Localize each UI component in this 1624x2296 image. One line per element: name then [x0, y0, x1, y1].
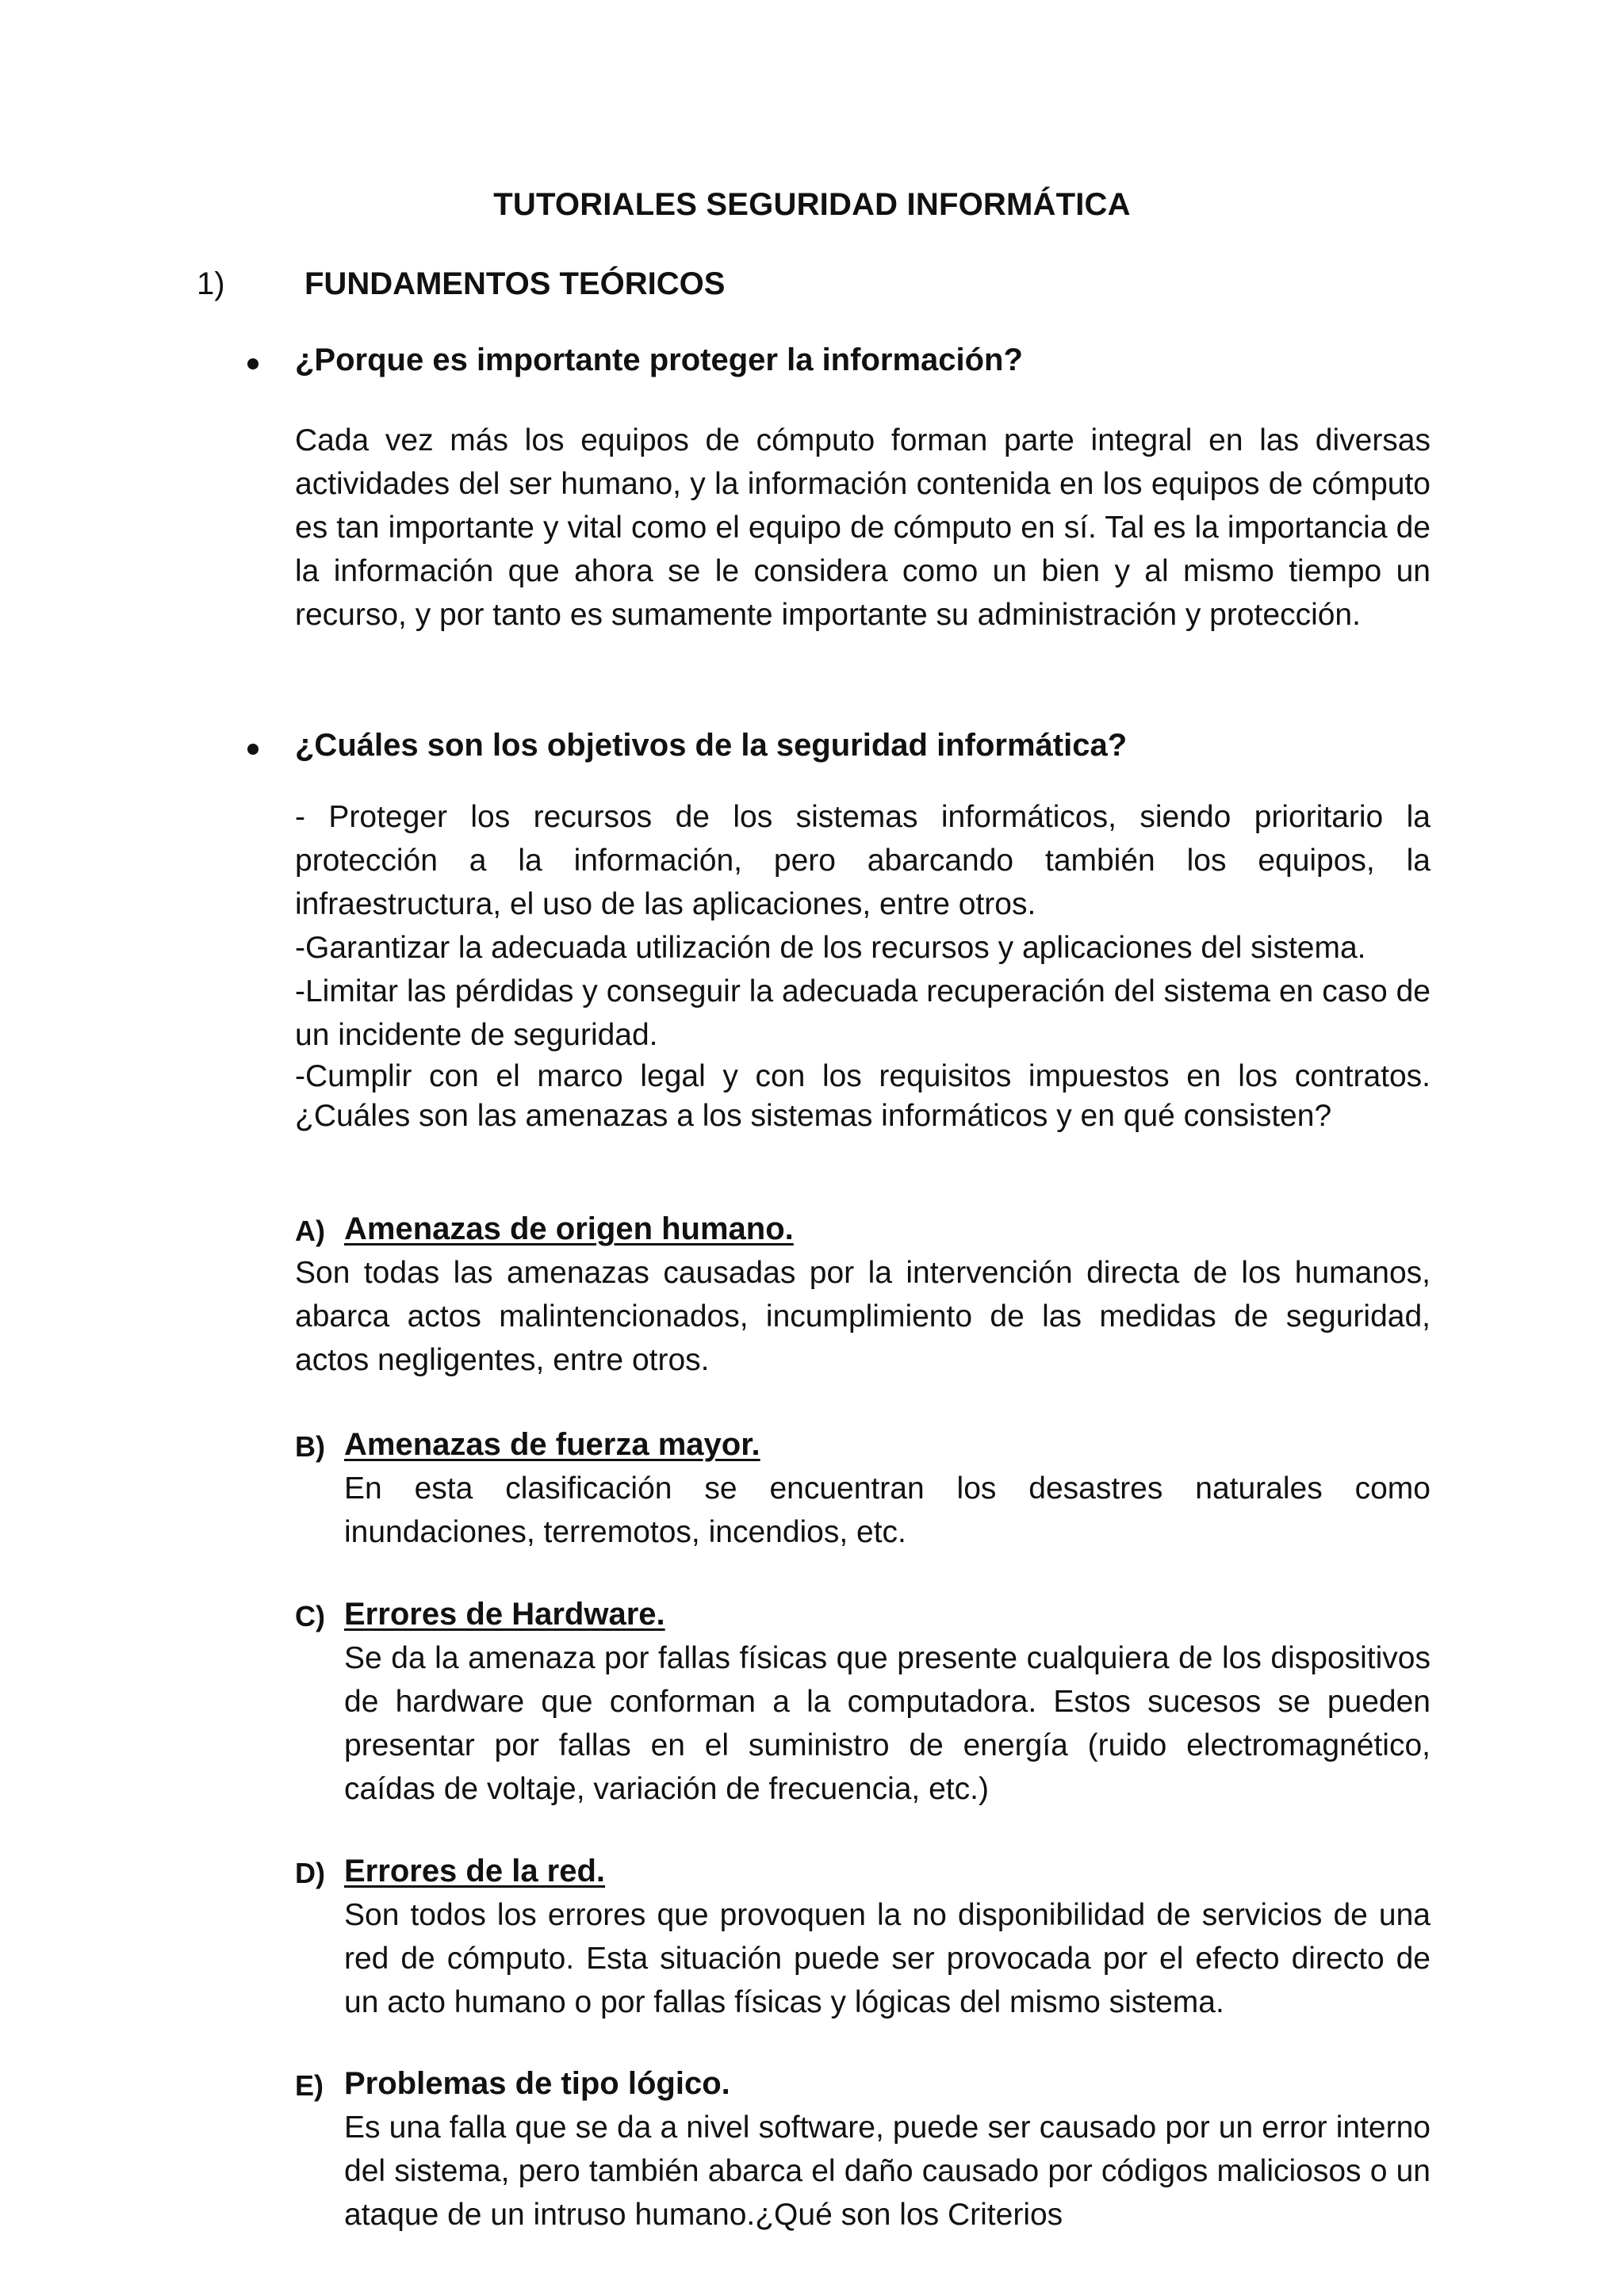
question-heading: ¿Cuáles son los objetivos de la seguridad informática? — [295, 728, 1128, 763]
paragraph: Son todos los errores que provoquen la no disponibilidad de servicios de una red de cómputo. Esta situación puede ser provocada por el efecto directo de un acto humano o por fallas físicas y lógicas del mismo sistema. — [344, 1898, 1431, 2019]
list-marker: B) — [295, 1430, 325, 1463]
paragraph: En esta clasificación se encuentran los desastres naturales como inundaciones, terremotos, incendios, etc. — [344, 1471, 1431, 1549]
question-heading: ¿Porque es importante proteger la información? — [295, 342, 1023, 377]
objective-item: -Limitar las pérdidas y conseguir la adecuada recuperación del sistema en caso de un incidente de seguridad. — [295, 974, 1431, 1052]
list-marker: D) — [295, 1857, 325, 1889]
paragraph: Se da la amenaza por fallas físicas que presente cualquiera de los dispositivos de hardware que conforman a la computadora. Estos sucesos se pueden presentar por fallas en el suministro de energía (ruido electromagnético, caídas de voltaje, variación de frecuencia, etc.) — [344, 1641, 1431, 1806]
list-marker: A) — [295, 1215, 325, 1247]
list-marker: E) — [295, 2069, 324, 2102]
paragraph: Cada vez más los equipos de cómputo forman parte integral en las diversas actividades del ser humano, y la información contenida en los equipos de cómputo es tan importante y vital como el equipo de cómputo en sí. Tal es la importancia de la información que ahora se le considera como un bien y al mismo tiempo un recurso, y por tanto es sumamente importante su administración y protección. — [295, 423, 1431, 632]
objective-item: -Cumplir con el marco legal y con los requisitos impuestos en los contratos.¿Cuáles son las amenazas a los sistemas informáticos y en qué consisten? — [295, 1059, 1431, 1133]
section-number: 1) — [197, 266, 225, 301]
bullet-icon — [247, 358, 259, 369]
list-marker: C) — [295, 1600, 325, 1632]
threat-heading: Errores de la red. — [344, 1854, 606, 1888]
document-title: TUTORIALES SEGURIDAD INFORMÁTICA — [493, 187, 1131, 222]
objective-item: - Proteger los recursos de los sistemas informáticos, siendo prioritario la protección a la información, pero abarcando también los equipos, la infraestructura, el uso de las aplicaciones, entre otros. — [295, 800, 1431, 921]
threat-heading: Amenazas de fuerza mayor. — [344, 1427, 760, 1462]
threat-heading: Amenazas de origen humano. — [344, 1211, 794, 1246]
paragraph: Son todas las amenazas causadas por la intervención directa de los humanos, abarca actos malintencionados, incumplimiento de las medidas de seguridad, actos negligentes, entre otros. — [295, 1256, 1431, 1377]
bullet-icon — [247, 744, 259, 755]
paragraph: Es una falla que se da a nivel software, puede ser causado por un error interno del sistema, pero también abarca el daño causado por códigos maliciosos o un ataque de un intruso humano.¿Qué son los Criterios — [344, 2110, 1431, 2232]
threat-heading: Errores de Hardware. — [344, 1597, 665, 1632]
threat-heading: Problemas de tipo lógico. — [344, 2066, 730, 2101]
section-title: FUNDAMENTOS TEÓRICOS — [304, 266, 726, 301]
objective-item: -Garantizar la adecuada utilización de los recursos y aplicaciones del sistema. — [295, 931, 1366, 965]
